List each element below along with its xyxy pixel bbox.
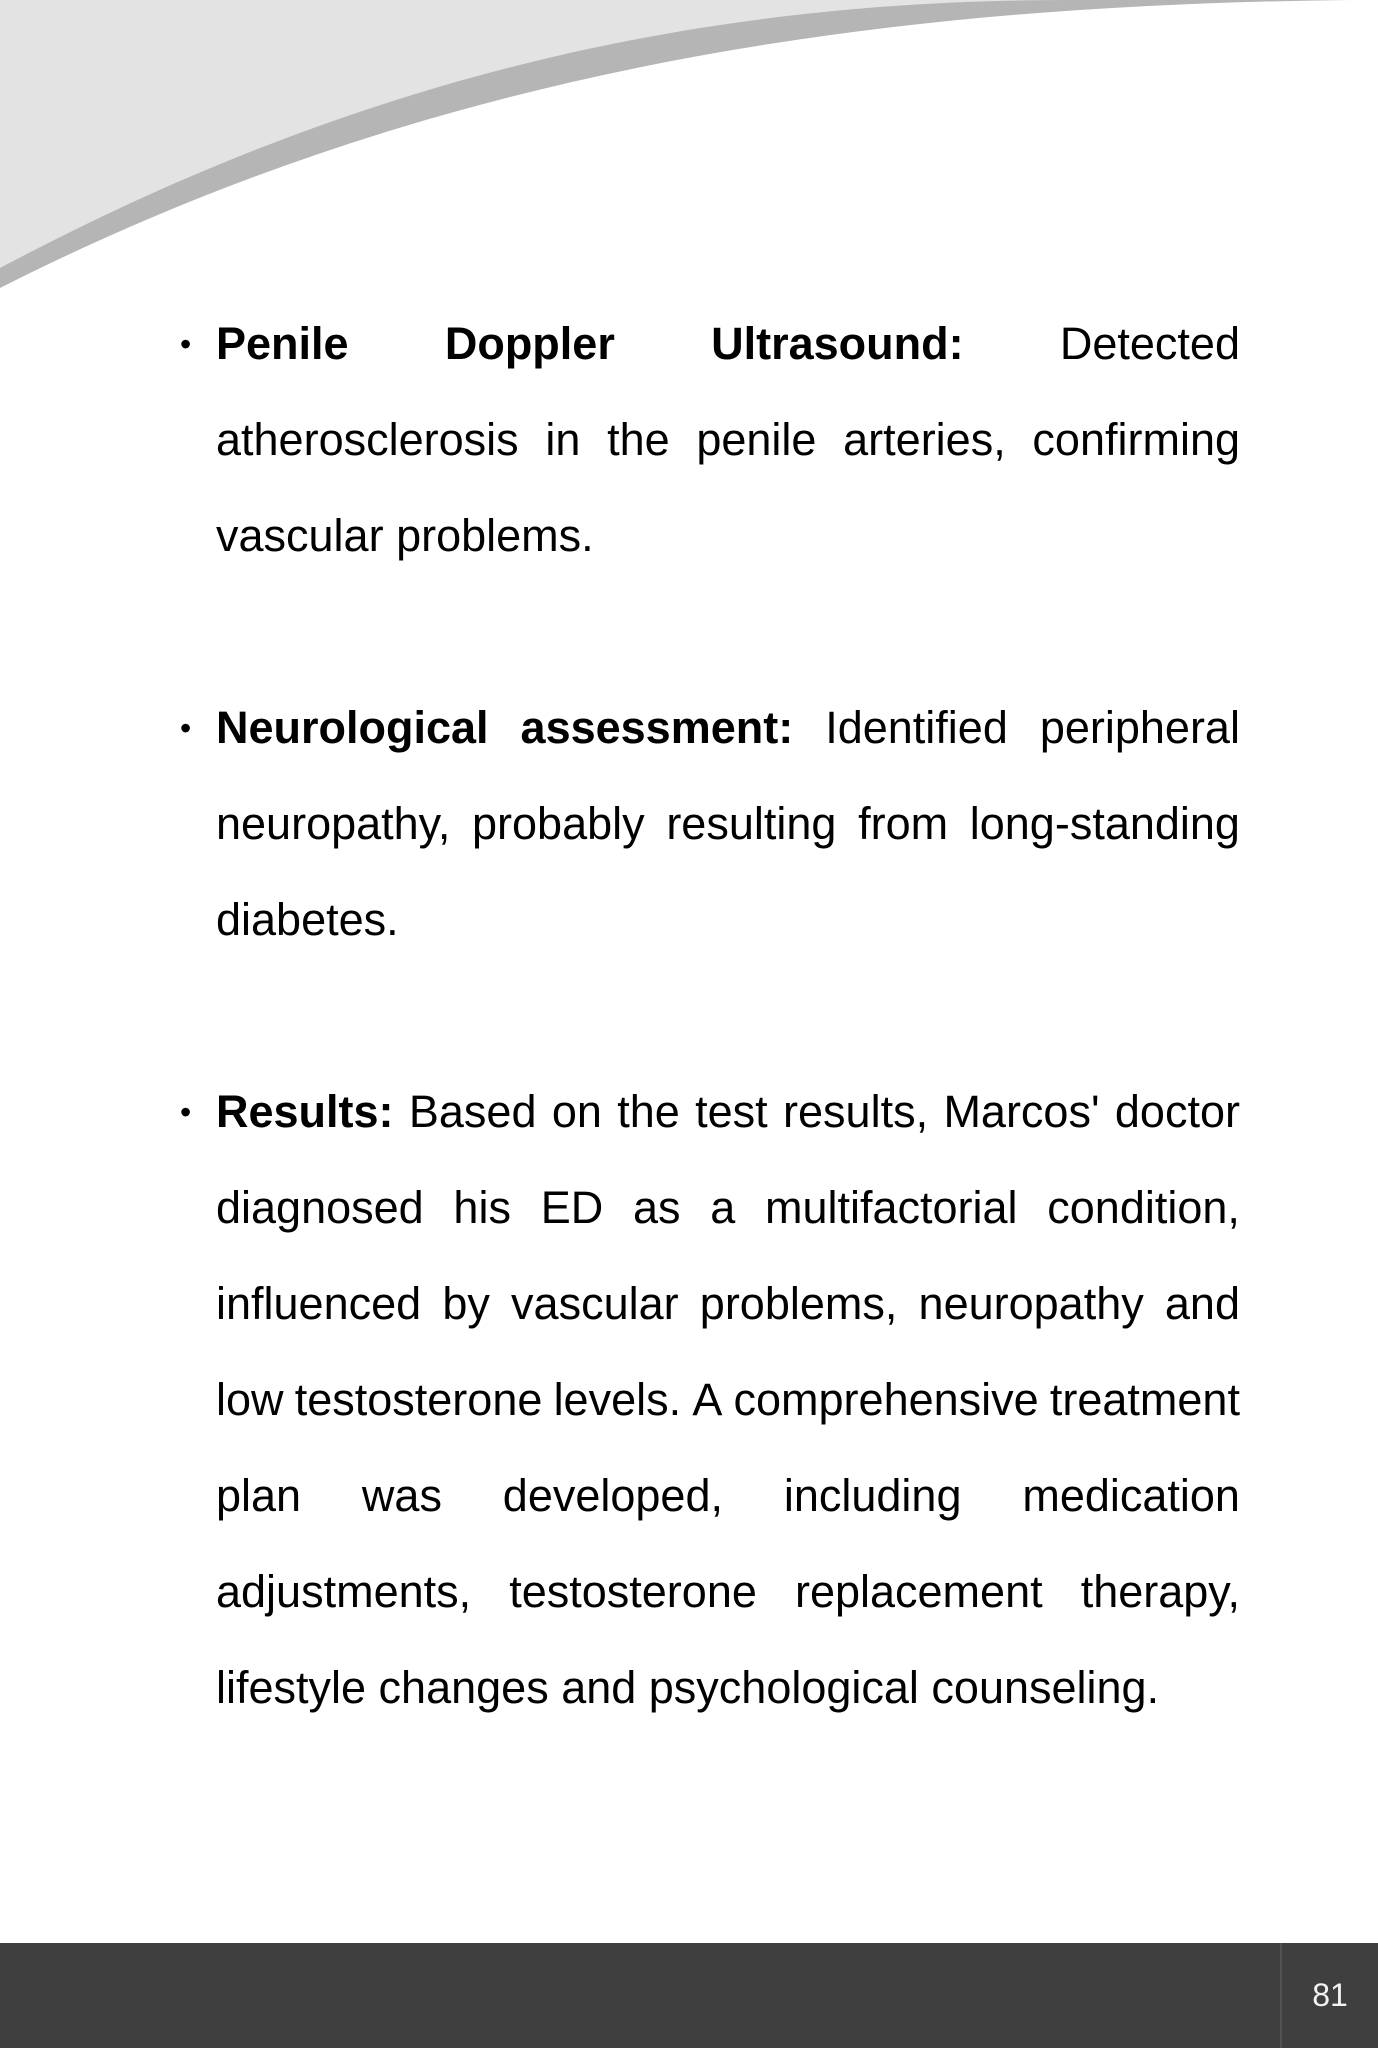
text-word: penile	[696, 414, 817, 465]
text-word: Results:	[216, 1086, 394, 1137]
text-word: Based	[408, 1086, 537, 1137]
text-word: Marcos'	[943, 1086, 1100, 1137]
bullet-list	[180, 296, 1240, 1736]
text-word: test	[695, 1086, 768, 1137]
text-word: therapy,	[1080, 1566, 1240, 1617]
bullet-text	[216, 1064, 1240, 1736]
text-word: ED	[540, 1182, 604, 1233]
bullet-text	[216, 296, 1240, 584]
text-word: including	[783, 1470, 962, 1521]
text-word: treatment	[1049, 1374, 1240, 1425]
text-word: arteries,	[843, 414, 1006, 465]
bullet-item	[180, 296, 1240, 584]
text-word: adjustments,	[216, 1566, 472, 1617]
text-line	[216, 1160, 1240, 1256]
text-word: neuropathy	[918, 1278, 1144, 1329]
text-word: the	[607, 414, 670, 465]
text-word: Detected	[1059, 318, 1240, 369]
text-word: confirming	[1032, 414, 1240, 465]
text-word: peripheral	[1039, 702, 1240, 753]
text-word: Neurological	[216, 702, 489, 753]
text-line: lifestyle changes and psychological counseling.	[216, 1662, 1160, 1713]
text-word: and	[1164, 1278, 1240, 1329]
text-word: assessment:	[520, 702, 794, 753]
text-word: diagnosed	[216, 1182, 424, 1233]
text-word: testosterone	[509, 1566, 757, 1617]
bullet-text	[216, 680, 1240, 968]
text-line	[216, 1352, 1240, 1448]
text-word: Ultrasound:	[711, 318, 964, 369]
text-word: his	[453, 1182, 511, 1233]
text-word: levels.	[553, 1374, 682, 1425]
text-line	[216, 680, 1240, 776]
text-word: developed,	[502, 1470, 723, 1521]
text-word: resulting	[666, 798, 837, 849]
text-word: Identified	[825, 702, 1008, 753]
text-word: replacement	[794, 1566, 1043, 1617]
page-number: 81	[1312, 1977, 1348, 2013]
footer-bar	[0, 1943, 1378, 2048]
text-word: low	[216, 1374, 284, 1425]
text-word: comprehensive	[733, 1374, 1039, 1425]
text-line	[216, 1544, 1240, 1640]
text-word: results,	[783, 1086, 929, 1137]
text-word: neuropathy,	[216, 798, 451, 849]
text-word: atherosclerosis	[216, 414, 519, 465]
text-line	[216, 1064, 1240, 1160]
text-word: plan	[216, 1470, 302, 1521]
text-word: was	[361, 1470, 442, 1521]
text-line	[216, 296, 1240, 392]
swoosh-light-curve	[0, 0, 1070, 268]
bullet-item	[180, 680, 1240, 968]
text-word: from	[858, 798, 949, 849]
swoosh-decoration	[0, 0, 1378, 300]
bullet-item	[180, 1064, 1240, 1736]
text-word: condition,	[1047, 1182, 1240, 1233]
text-word: on	[551, 1086, 602, 1137]
text-word: long-standing	[969, 798, 1240, 849]
text-line: vascular problems.	[216, 510, 594, 561]
text-line: diabetes.	[216, 894, 399, 945]
text-line	[216, 392, 1240, 488]
text-word: the	[617, 1086, 680, 1137]
text-word: by	[442, 1278, 490, 1329]
text-line	[216, 776, 1240, 872]
bullet-icon: •	[180, 710, 192, 746]
text-word: vascular	[511, 1278, 679, 1329]
text-line	[216, 1256, 1240, 1352]
text-word: testosterone	[294, 1374, 543, 1425]
text-word: A	[692, 1374, 723, 1425]
text-word: problems,	[699, 1278, 898, 1329]
text-word: as	[632, 1182, 681, 1233]
text-word: a	[710, 1182, 736, 1233]
text-word: influenced	[216, 1278, 422, 1329]
bullet-icon: •	[180, 326, 192, 362]
text-word: doctor	[1114, 1086, 1240, 1137]
bullet-icon: •	[180, 1094, 192, 1130]
text-word: multifactorial	[764, 1182, 1018, 1233]
text-word: probably	[472, 798, 645, 849]
text-word: medication	[1022, 1470, 1240, 1521]
text-word: Doppler	[444, 318, 615, 369]
text-word: in	[545, 414, 581, 465]
text-line	[216, 1448, 1240, 1544]
text-word: Penile	[216, 318, 349, 369]
